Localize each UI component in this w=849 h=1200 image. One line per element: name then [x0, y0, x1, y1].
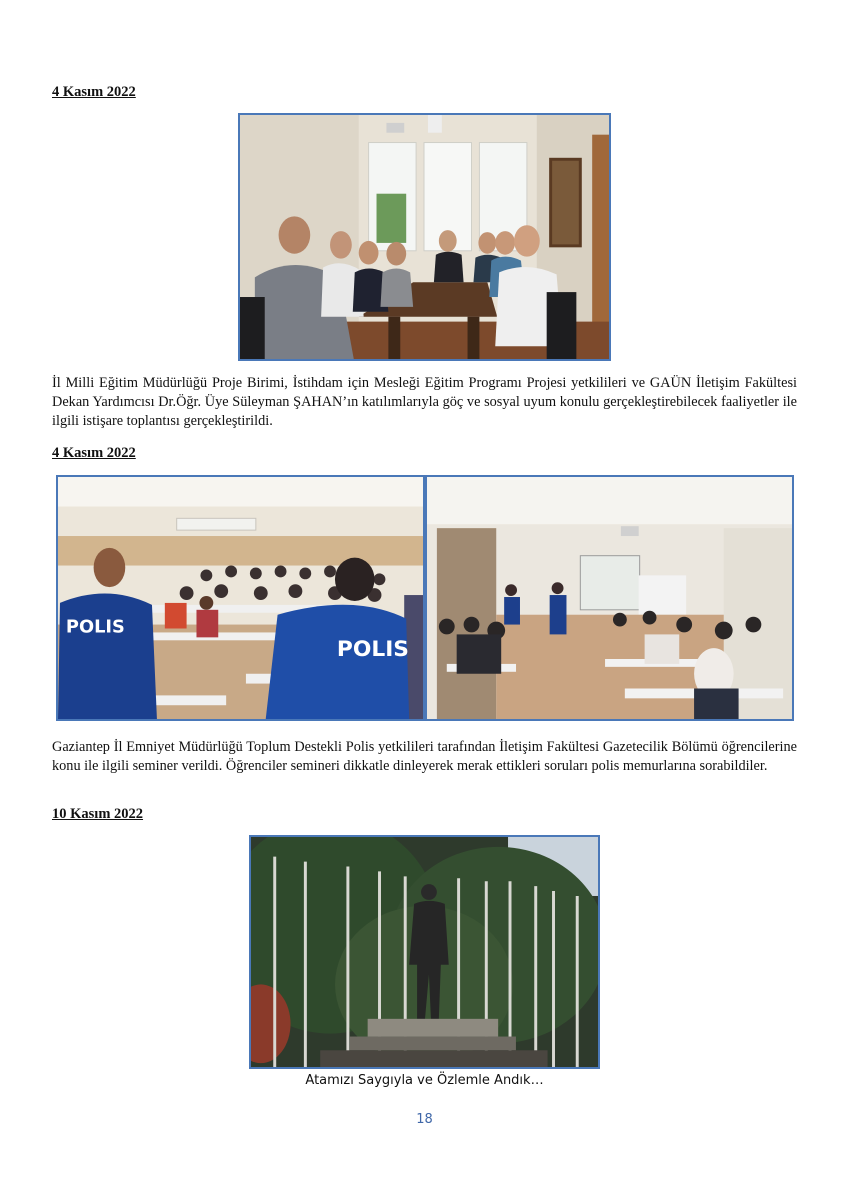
- page-number: 18: [416, 1112, 433, 1127]
- section-2-paragraph: Gaziantep İl Emniyet Müdürlüğü Toplum Destekli Polis yetkilileri tarafından İletişim Fakültesi Gazetecilik Bölümü öğrencilerine konu ile ilgili seminer verildi. Öğrenciler semineri dikkatle dinleyerek merak ettikleri soruları polis memurlarına sorabildiler.: [52, 739, 797, 774]
- seminar-photo-right: [425, 475, 794, 721]
- ataturk-monument-photo: [249, 835, 600, 1069]
- section-1-date: 4 Kasım 2022: [52, 84, 136, 100]
- section-2-date: 4 Kasım 2022: [52, 445, 136, 461]
- section-3-date: 10 Kasım 2022: [52, 806, 144, 822]
- monument-caption: Atamızı Saygıyla ve Özlemle Andık…: [305, 1073, 544, 1088]
- seminar-photo-left: [56, 475, 425, 721]
- polis-vest-label-left: POLIS: [65, 617, 125, 638]
- section-1-paragraph: İl Milli Eğitim Müdürlüğü Proje Birimi, İstihdam için Mesleği Eğitim Programı Projesi yetkilileri ve GAÜN İletişim Fakültesi Dekan Yardımcısı Dr.Öğr. Üye Süleyman ŞAHAN’ın katılımlarıyla göç ve sosyal uyum konulu gerçekleştirebilecek faaliyetler ile ilgili istişare toplantısı gerçekleştirildi.: [52, 375, 797, 429]
- meeting-photo: [238, 113, 611, 361]
- polis-vest-label-right: POLIS: [336, 637, 409, 663]
